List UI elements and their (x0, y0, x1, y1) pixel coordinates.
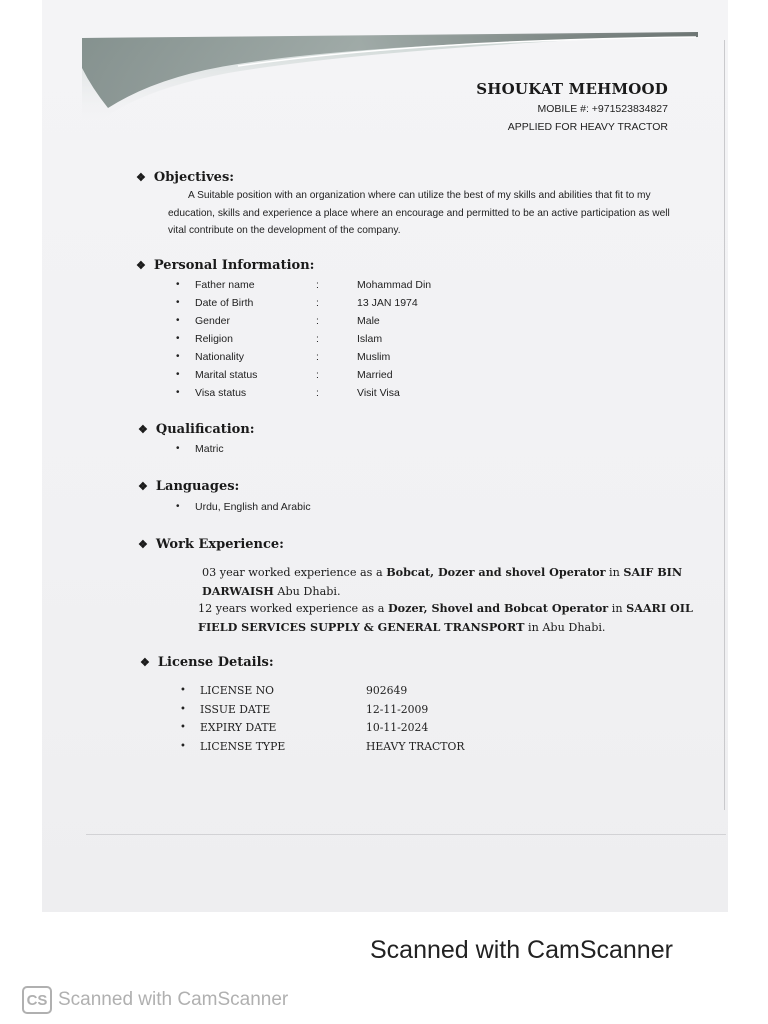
bullet-icon: • (180, 703, 186, 715)
camscanner-logo-icon: CS (22, 986, 52, 1014)
separator-colon: : (316, 315, 319, 327)
personal-info-heading (136, 258, 314, 273)
separator-colon: : (316, 333, 319, 345)
diamond-bullet-icon: ❖ (136, 171, 146, 184)
bullet-icon: • (180, 740, 186, 752)
camscanner-stamp: Scanned with CamScanner (370, 936, 673, 964)
personal-info-label: Gender (195, 315, 231, 327)
personal-info-value: 13 JAN 1974 (357, 297, 418, 309)
personal-info-label: Father name (195, 279, 255, 291)
qualification-item: • Matric (0, 440, 700, 458)
bullet-icon: • (176, 351, 180, 362)
separator-colon: : (316, 297, 319, 309)
languages-heading-text: Languages: (155, 479, 240, 494)
personal-info-row (0, 384, 700, 402)
personal-info-label: Nationality (195, 351, 245, 363)
license-label: LICENSE NO (200, 684, 275, 697)
languages-item: • Urdu, English and Arabic (0, 498, 700, 516)
personal-info-label: Date of Birth (195, 297, 254, 309)
license-label: LICENSE TYPE (200, 739, 286, 753)
work-entry-2: 12 years worked experience as a Dozer, Shovel and Bobcat Operator in SAARI OIL FIELD SERVICES SUPPLY & GENERAL TRANSPORT in Abu Dhabi. (198, 601, 693, 634)
objectives-heading (136, 170, 234, 185)
work-experience-heading (138, 537, 284, 552)
mobile-number: MOBILE #: +971523834827 (537, 103, 668, 115)
personal-info-value: Married (357, 369, 393, 381)
languages-heading (138, 479, 239, 494)
license-heading (140, 655, 274, 670)
license-value: 12-11-2009 (366, 702, 429, 716)
personal-info-row (0, 294, 700, 312)
license-heading-text: License Details: (157, 655, 274, 670)
camscanner-footer (22, 986, 288, 1014)
bullet-icon: • (176, 369, 180, 380)
license-row (0, 682, 700, 700)
work-experience-heading-text: Work Experience: (155, 537, 284, 552)
bullet-icon: • (176, 279, 180, 290)
personal-info-value: Muslim (357, 351, 391, 363)
separator-colon: : (316, 279, 319, 291)
personal-info-label: Religion (195, 333, 233, 345)
bullet-icon: • (180, 722, 186, 733)
camscanner-footer-text: Scanned with CamScanner (58, 989, 289, 1010)
personal-info-label: Visa status (195, 387, 247, 399)
personal-info-heading-text: Personal Information: (153, 258, 315, 273)
qualification-heading-text: Qualification: (155, 422, 255, 437)
license-value: 902649 (366, 684, 408, 697)
license-row (0, 738, 700, 756)
license-row (0, 701, 700, 719)
diamond-bullet-icon: ❖ (138, 538, 148, 551)
bullet-icon: • (176, 333, 180, 344)
objectives-heading-text: Objectives: (153, 170, 235, 185)
work-entry-1: 03 year worked experience as a Bobcat, Dozer and shovel Operator in SAIF BIN DARWAISH Abu Dhabi. (202, 565, 683, 598)
separator-colon: : (316, 369, 319, 381)
license-label: EXPIRY DATE (200, 721, 277, 734)
page-border-bottom (86, 834, 726, 835)
applicant-header (476, 78, 668, 136)
separator-colon: : (316, 351, 319, 363)
personal-info-value: Visit Visa (357, 387, 400, 399)
objectives-text: A Suitable position with an organization where can utilize the best of my skills and abilities that fit to my education, skills and experience a place where an encourage and permitted to be an active participation as well vital contribute on the development of the company. (168, 190, 670, 236)
personal-info-row (0, 276, 700, 294)
license-value: HEAVY TRACTOR (366, 739, 465, 753)
bullet-icon: • (176, 297, 180, 308)
page-border-right (724, 40, 725, 810)
bullet-icon: • (176, 387, 180, 398)
diamond-bullet-icon: ❖ (138, 480, 148, 493)
diamond-bullet-icon: ❖ (136, 259, 146, 272)
personal-info-value: Male (357, 315, 380, 327)
license-value: 10-11-2024 (366, 721, 429, 734)
bullet-icon: • (180, 685, 186, 696)
bullet-icon: • (176, 443, 180, 454)
diamond-bullet-icon: ❖ (140, 656, 150, 669)
personal-info-value: Islam (357, 333, 383, 345)
applied-position: APPLIED FOR HEAVY TRACTOR (507, 121, 668, 133)
personal-info-row (0, 348, 700, 366)
personal-info-row (0, 330, 700, 348)
personal-info-row (0, 366, 700, 384)
personal-info-value: Mohammad Din (357, 279, 432, 291)
bullet-icon: • (176, 315, 180, 326)
personal-info-label: Marital status (195, 369, 258, 381)
qualification-heading (138, 422, 255, 437)
diamond-bullet-icon: ❖ (138, 423, 148, 436)
bullet-icon: • (176, 501, 180, 512)
personal-info-row (0, 312, 700, 330)
license-label: ISSUE DATE (200, 702, 271, 716)
license-row (0, 719, 700, 737)
separator-colon: : (316, 387, 319, 399)
applicant-name: SHOUKAT MEHMOOD (476, 80, 668, 98)
